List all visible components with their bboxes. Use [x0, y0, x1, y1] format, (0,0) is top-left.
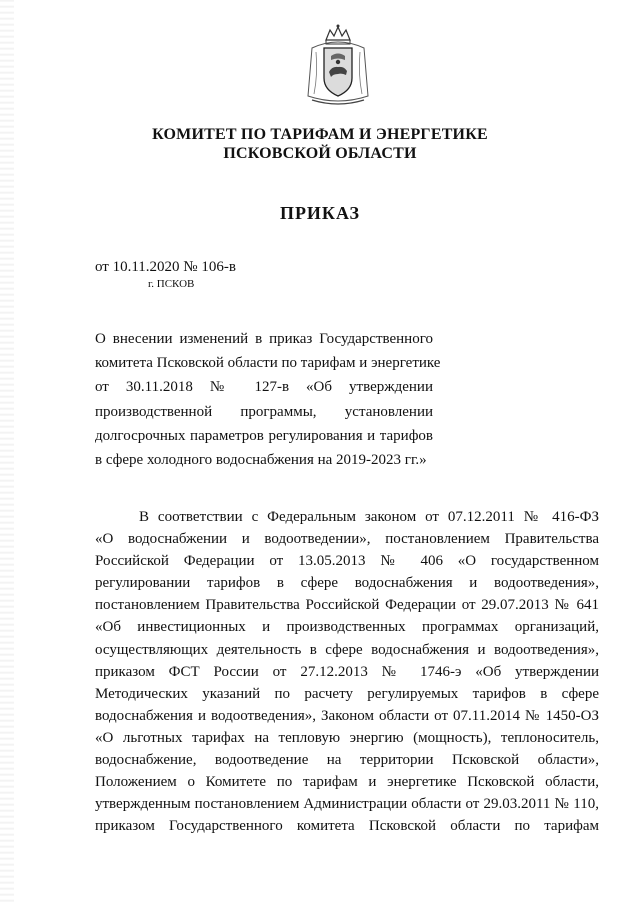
body-line: В соответствии с Федеральным законом от 07.12.2011 № 416-ФЗ	[139, 509, 599, 525]
body-line: утвержденным постановлением Администрации области от 29.03.2011 № 110,	[95, 796, 599, 813]
body-line: регулировании тарифов в сфере водоснабжения и водоотведения»,	[95, 575, 599, 592]
subject-line: от 30.11.2018 № 127-в «Об утверждении	[95, 379, 433, 396]
subject-line: производственной программы, установлении	[95, 403, 433, 420]
coat-of-arms-emblem	[302, 22, 374, 108]
committee-name-line1: КОМИТЕТ ПО ТАРИФАМ И ЭНЕРГЕТИКЕ	[152, 126, 488, 143]
body-line: водоснабжение, водоотведение на территории Псковской области»,	[95, 752, 599, 769]
subject-line: в сфере холодного водоснабжения на 2019-2023 гг.»	[95, 452, 427, 469]
committee-name-line2: ПСКОВСКОЙ ОБЛАСТИ	[223, 145, 417, 162]
body-line: «Об инвестиционных и производственных программах организаций,	[95, 619, 599, 636]
subject-line: О внесении изменений в приказ Государственного	[95, 331, 433, 347]
document-city: г. ПСКОВ	[148, 278, 195, 290]
body-line: приказом ФСТ России от 27.12.2013 № 1746-э «Об утверждении	[95, 663, 599, 680]
body-line: «О водоснабжении и водоотведении», постановлением Правительства	[95, 531, 599, 548]
body-line: Положением о Комитете по тарифам и энергетике Псковской области,	[95, 774, 599, 791]
body-line: водоснабжения и водоотведения», Законом области от 07.11.2014 № 1450-ОЗ	[95, 707, 599, 724]
body-line: Методических указаний по расчету регулируемых тарифов в сфере	[95, 685, 599, 702]
body-line: Российской Федерации от 13.05.2013 № 406 «О государственном	[95, 553, 599, 570]
body-line: осуществляющих деятельность в сфере водоснабжения и водоотведения»,	[95, 641, 599, 658]
document-subject	[95, 327, 441, 472]
body-line: приказом Государственного комитета Псковской области по тарифам	[95, 818, 599, 835]
body-line: «О льготных тарифах на тепловую энергию (мощность), теплоноситель,	[95, 729, 599, 746]
document-type-title: ПРИКАЗ	[279, 203, 361, 223]
body-line: постановлением Правительства Российской Федерации от 29.07.2013 № 641	[95, 597, 599, 614]
subject-line: комитета Псковской области по тарифам и энергетике	[95, 355, 441, 372]
subject-line: долгосрочных параметров регулирования и тарифов	[95, 427, 433, 444]
document-date-number: от 10.11.2020 № 106-в	[95, 259, 236, 275]
document-body-paragraph	[95, 506, 599, 837]
